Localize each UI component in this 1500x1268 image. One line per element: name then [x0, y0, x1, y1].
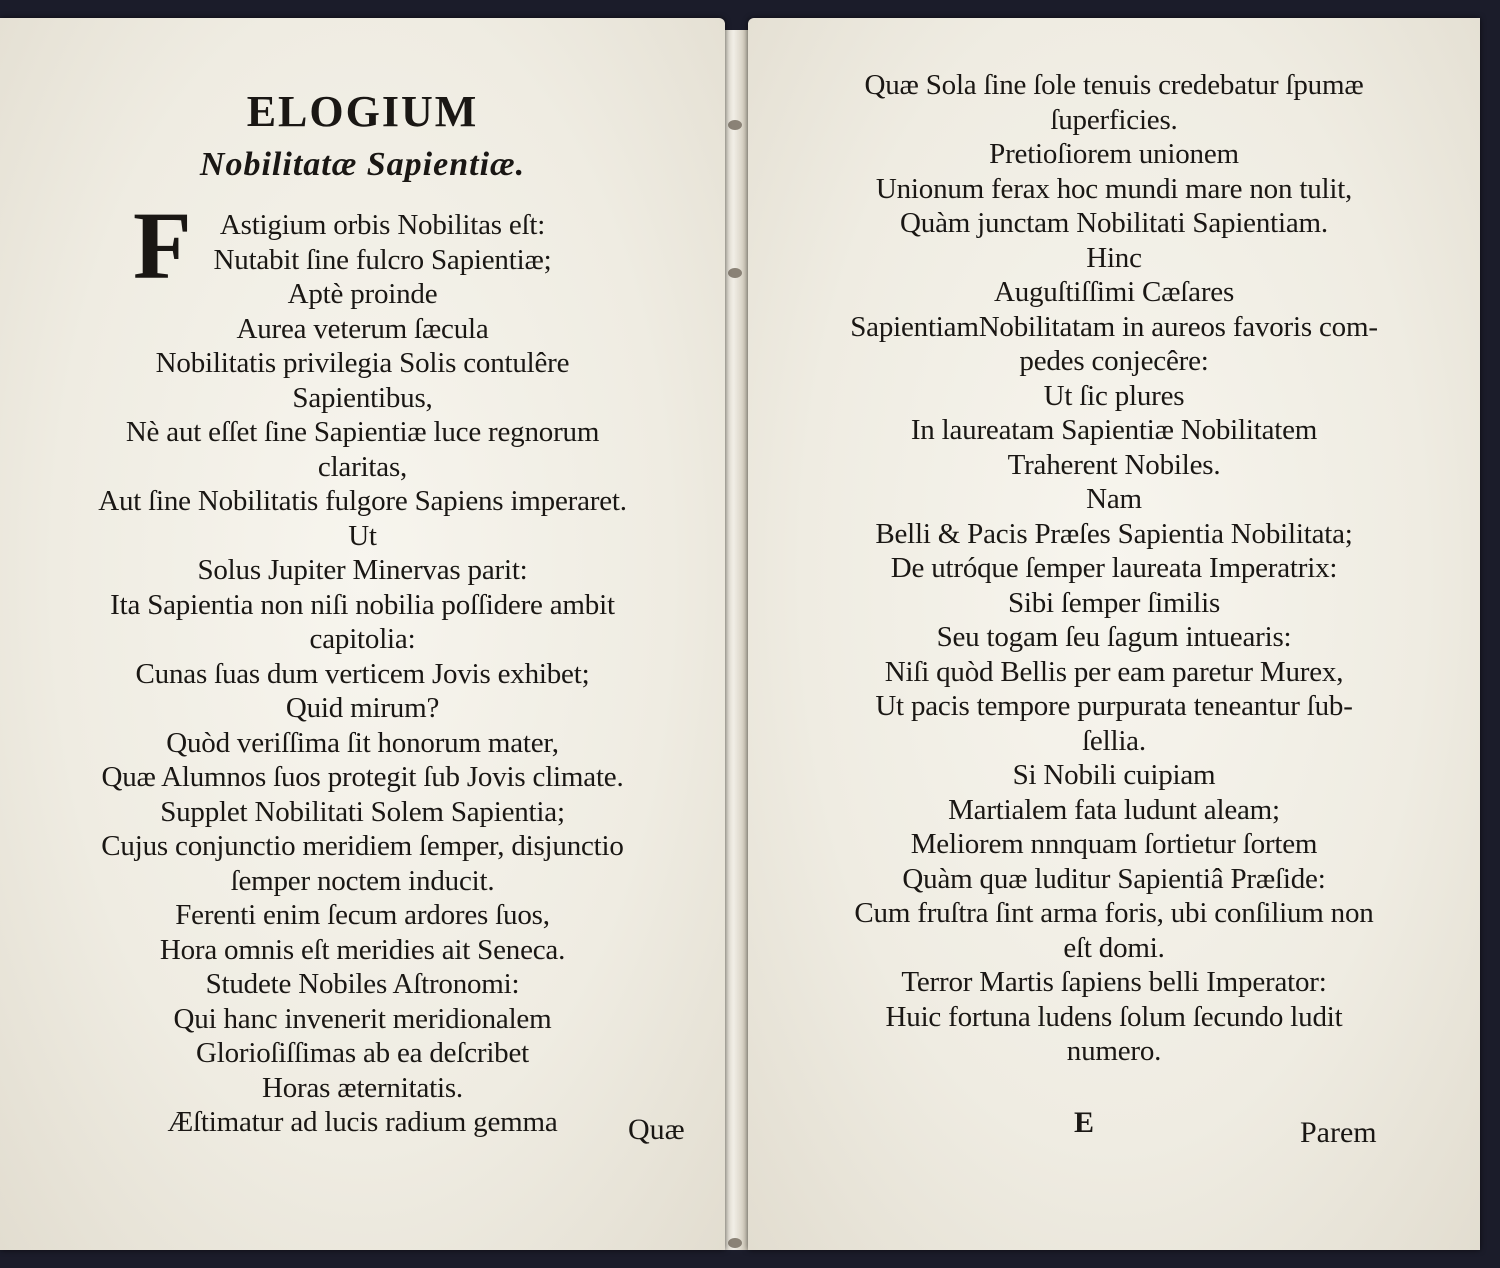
text-line: Supplet Nobilitati Solem Sapientia;: [160, 795, 565, 828]
text-line: Si Nobili cuipiam: [1012, 759, 1216, 791]
text-line: Æſtimatur ad lucis radium gemma: [167, 1106, 558, 1138]
text-line: Glorioſiſſimas ab ea deſcribet: [195, 1037, 530, 1069]
binding-thread: [728, 120, 742, 130]
text-line: SapientiamNobilitatam in aureos favoris com-: [850, 310, 1378, 343]
binding-thread: [728, 1238, 742, 1248]
text-line: Sapientibus,: [292, 381, 433, 414]
text-line: Quid mirum?: [285, 692, 440, 724]
text-line: Nutabit ſine fulcro Sapientiæ;: [213, 243, 552, 276]
text-line: De utróque ſemper laureata Imperatrix:: [890, 552, 1338, 584]
text-line: Ferenti enim ſecum ardores ſuos,: [175, 899, 550, 931]
text-line: Aut ſine Nobilitatis fulgore Sapiens imperaret.: [98, 485, 627, 517]
text-line: capitolia:: [309, 623, 416, 655]
text-line: Aurea veterum ſæcula: [236, 312, 489, 345]
text-line: numero.: [1066, 1035, 1162, 1067]
left-page: [0, 18, 725, 1250]
text-line: Cum fruſtra ſint arma foris, ubi conſilium non: [854, 897, 1374, 929]
text-line: eſt domi.: [1063, 931, 1165, 964]
text-line: ſuperficies.: [1050, 103, 1178, 136]
text-line: Nè aut eſſet ſine Sapientiæ luce regnorum: [125, 416, 600, 448]
text-line: Ita Sapientia non niſi nobilia poſſidere ambit: [110, 588, 615, 621]
text-line: Quàm junctam Nobilitati Sapientiam.: [900, 207, 1328, 239]
text-line: Seu togam ſeu ſagum intuearis:: [936, 621, 1292, 653]
page-title: ELOGIUM: [246, 87, 479, 136]
drop-cap: F: [133, 192, 192, 299]
text-line: Niſi quòd Bellis per eam paretur Murex,: [884, 655, 1344, 688]
text-line: Solus Jupiter Minervas parit:: [197, 554, 528, 586]
signature-mark: E: [1074, 1106, 1095, 1139]
text-line: Hora omnis eſt meridies ait Seneca.: [159, 933, 566, 966]
text-line: Hinc: [1086, 241, 1142, 274]
text-line: Unionum ferax hoc mundi mare non tulit,: [875, 172, 1353, 205]
text-line: Astigium orbis Nobilitas eſt:: [219, 209, 546, 241]
text-line: Sibi ſemper ſimilis: [1007, 586, 1221, 619]
right-page: [748, 18, 1480, 1250]
text-line: pedes conjecêre:: [1019, 345, 1209, 377]
text-line: Ut: [348, 519, 377, 552]
text-line: Terror Martis ſapiens belli Imperator:: [901, 966, 1327, 998]
text-line: Huic fortuna ludens ſolum ſecundo ludit: [885, 1000, 1343, 1033]
page-subtitle: Nobilitatæ Sapientiæ.: [199, 146, 526, 183]
catchword: Parem: [1300, 1116, 1377, 1149]
text-line: ſellia.: [1082, 724, 1146, 757]
text-line: Belli & Pacis Præſes Sapientia Nobilitata;: [875, 517, 1353, 550]
text-line: Qui hanc invenerit meridionalem: [173, 1002, 552, 1035]
left-text-block: [0, 192, 725, 1140]
text-line: Quòd veriſſima ſit honorum mater,: [166, 726, 559, 759]
text-line: Auguſtiſſimi Cæſares: [993, 276, 1235, 308]
text-line: In laureatam Sapientiæ Nobilitatem: [910, 414, 1318, 446]
binding-thread: [728, 268, 742, 278]
text-line: claritas,: [317, 450, 408, 483]
text-line: Aptè proinde: [287, 278, 438, 310]
text-line: Quæ Alumnos ſuos protegit ſub Jovis climate.: [101, 761, 624, 793]
text-line: Cunas ſuas dum verticem Jovis exhibet;: [135, 657, 590, 690]
text-line: Ut pacis tempore purpurata teneantur ſub-: [875, 690, 1353, 722]
text-line: Pretioſiorem unionem: [989, 138, 1239, 170]
text-line: Quàm quæ luditur Sapientiâ Præſide:: [902, 862, 1326, 895]
text-line: Ut ſic plures: [1043, 379, 1185, 412]
text-line: Cujus conjunctio meridiem ſemper, disjunctio: [101, 830, 624, 862]
right-text-block: [748, 68, 1480, 1069]
text-line: ſemper noctem inducit.: [230, 864, 495, 897]
text-line: Quæ Sola ſine ſole tenuis credebatur ſpumæ: [864, 69, 1364, 101]
text-line: Martialem fata ludunt aleam;: [948, 793, 1280, 826]
text-line: Traherent Nobiles.: [1007, 448, 1221, 481]
catchword: Quæ: [628, 1113, 685, 1146]
text-line: Meliorem nnnquam ſortietur ſortem: [910, 828, 1318, 860]
text-line: Horas æternitatis.: [262, 1071, 463, 1104]
text-line: Nobilitatis privilegia Solis contulêre: [155, 347, 570, 379]
text-line: Nam: [1086, 483, 1142, 515]
text-line: Studete Nobiles Aſtronomi:: [205, 968, 520, 1000]
